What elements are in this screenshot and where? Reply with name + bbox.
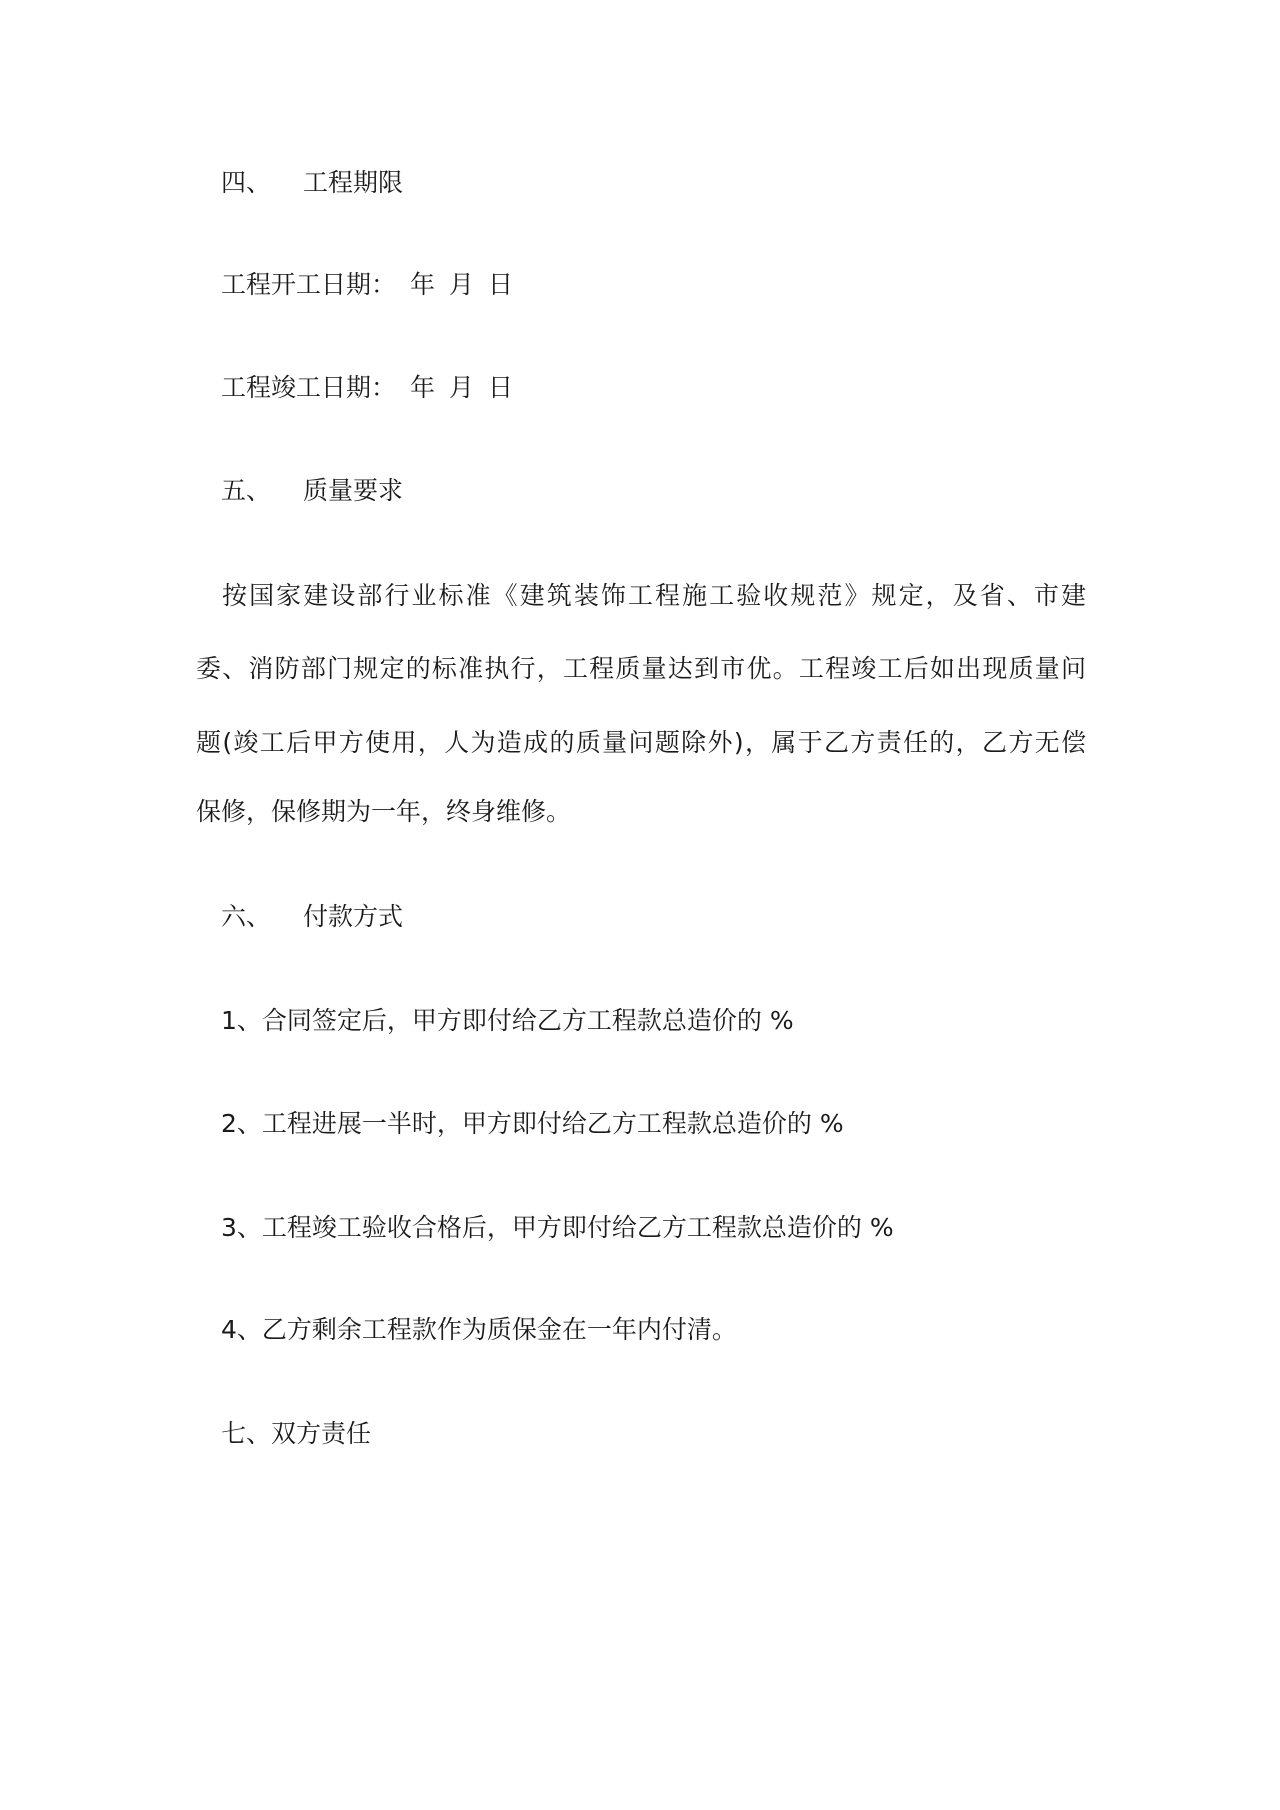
section-number: 五、 — [221, 476, 272, 505]
payment-item-1: 1、合同签定后，甲方即付给乙方工程款总造价的 % — [221, 1006, 794, 1035]
month-label: 月 — [449, 270, 475, 299]
quality-paragraph-line: 保修，保修期为一年，终身维修。 — [196, 797, 572, 826]
section-heading-6 — [221, 902, 403, 932]
payment-item-4: 4、乙方剩余工程款作为质保金在一年内付清。 — [221, 1315, 737, 1344]
end-date-line — [221, 373, 513, 403]
day-label: 日 — [488, 270, 514, 299]
month-label: 月 — [449, 373, 475, 402]
section-number: 四、 — [221, 168, 272, 197]
section-heading-4 — [221, 168, 403, 198]
year-label: 年 — [410, 373, 436, 402]
section-title: 质量要求 — [303, 476, 404, 505]
start-date-label: 工程开工日期： — [221, 270, 397, 299]
payment-item-2: 2、工程进展一半时，甲方即付给乙方工程款总造价的 % — [221, 1109, 844, 1138]
quality-paragraph-line: 题(竣工后甲方使用，人为造成的质量问题除外)，属于乙方责任的，乙方无偿 — [196, 728, 1086, 757]
section-heading-7: 七、双方责任 — [221, 1419, 372, 1448]
start-date-line — [221, 270, 513, 300]
end-date-label: 工程竣工日期： — [221, 373, 397, 402]
section-number: 六、 — [221, 902, 272, 931]
payment-item-3: 3、工程竣工验收合格后，甲方即付给乙方工程款总造价的 % — [221, 1213, 894, 1242]
section-heading-5 — [221, 476, 403, 506]
section-title: 付款方式 — [303, 902, 404, 931]
day-label: 日 — [488, 373, 514, 402]
section-title: 工程期限 — [303, 168, 404, 197]
year-label: 年 — [410, 270, 436, 299]
quality-paragraph-line: 按国家建设部行业标准《建筑装饰工程施工验收规范》规定，及省、市建 — [222, 581, 1086, 610]
quality-paragraph-line: 委、消防部门规定的标准执行，工程质量达到市优。工程竣工后如出现质量问 — [196, 654, 1086, 683]
